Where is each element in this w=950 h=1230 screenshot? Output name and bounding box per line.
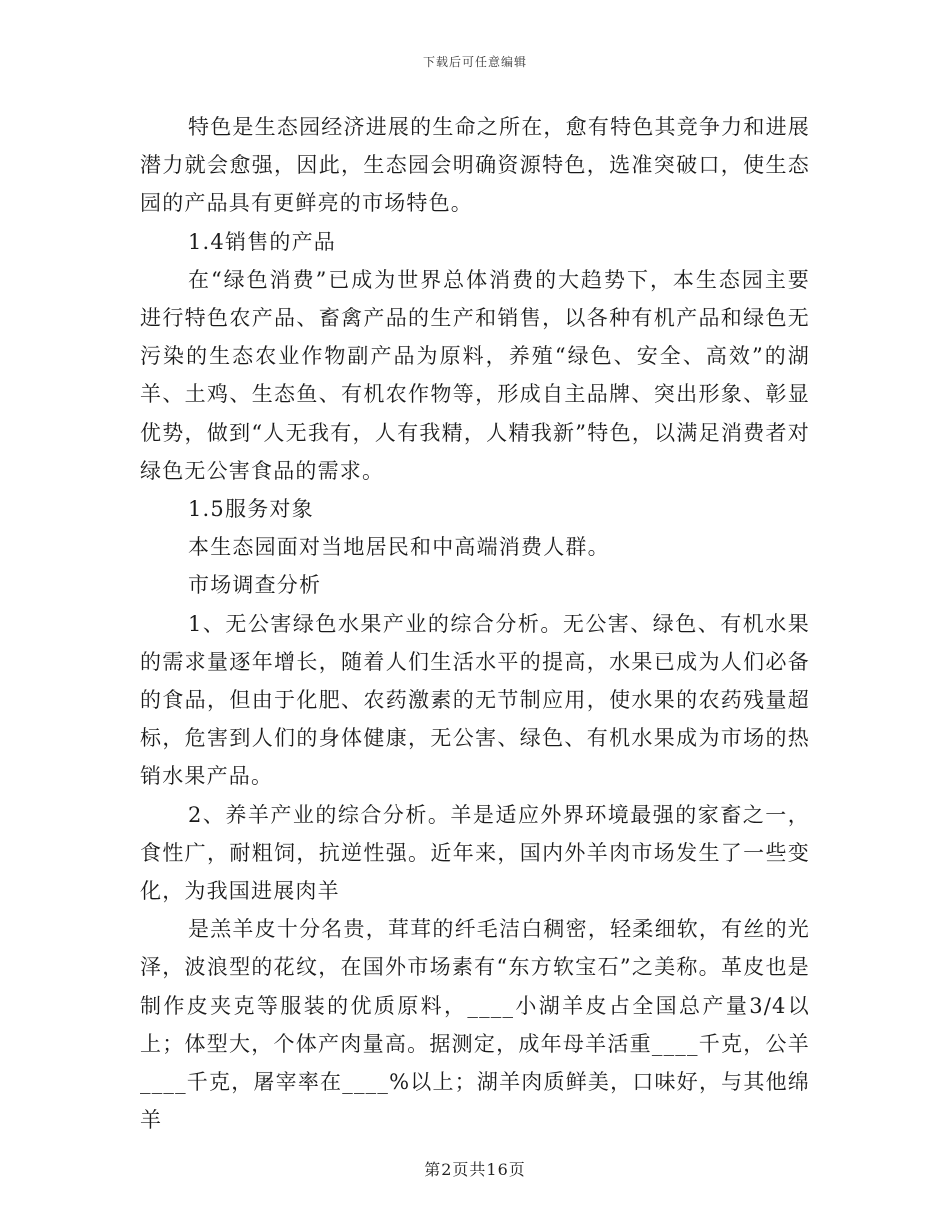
page-header-note: 下载后可任意编辑 [422, 55, 527, 69]
paragraph-products: 在“绿色消费”已成为世界总体消费的大趋势下，本生态园主要进行特色农产品、畜禽产品的生产和销售，以各种有机产品和绿色无污染的生态农业作物副产品为原料，养殖“绿色、安全、高效”的湖羊、土鸡、生态鱼、有机农作物等，形成自主品牌、突出形象、彰显优势，做到“人无我有，人有我精，人精我新”特色，以满足消费者对绿色无公害食品的需求。 [140, 267, 810, 483]
paragraph-service-target: 本生态园面对当地居民和中高端消费人群。 [188, 535, 610, 560]
paragraph-ecology-feature: 特色是生态园经济进展的生命之所在，愈有特色其竞争力和进展潜力就会愈强，因此，生态园会明确资源特色，选准突破口，使生态园的产品具有更鲜亮的市场特色。 [140, 115, 810, 216]
section-heading-service-target: 1.5服务对象 [188, 497, 314, 522]
paragraph-sheep-analysis: 2、养羊产业的综合分析。羊是适应外界环境最强的家畜之一，食性广，耐粗饲，抗逆性强。近年来，国内外羊肉市场发生了一些变化，为我国进展肉羊 [140, 802, 810, 904]
section-heading-products: 1.4销售的产品 [188, 229, 336, 254]
paragraph-lamb-skin: 是羔羊皮十分名贵，茸茸的纤毛洁白稠密，轻柔细软，有丝的光泽，波浪型的花纹，在国外市场素有“东方软宝石”之美称。革皮也是制作皮夹克等服装的优质原料，____小湖羊皮占全国总产量3/4以上；体型大，个体产肉量高。据测定，成年母羊活重____千克，公羊____千克，屠宰率在____%以上；湖羊肉质鲜美，口味好，与其他绵羊 [140, 917, 810, 1133]
page-number: 第2页共16页 [424, 1160, 526, 1179]
section-heading-market-analysis: 市场调查分析 [188, 573, 322, 598]
paragraph-fruit-analysis: 1、无公害绿色水果产业的综合分析。无公害、绿色、有机水果的需求量逐年增长，随着人们生活水平的提高，水果已成为人们必备的食品，但由于化肥、农药激素的无节制应用，使水果的农药残量超标，危害到人们的身体健康，无公害、绿色、有机水果成为市场的热销水果产品。 [140, 611, 810, 789]
document-body [140, 108, 810, 1139]
